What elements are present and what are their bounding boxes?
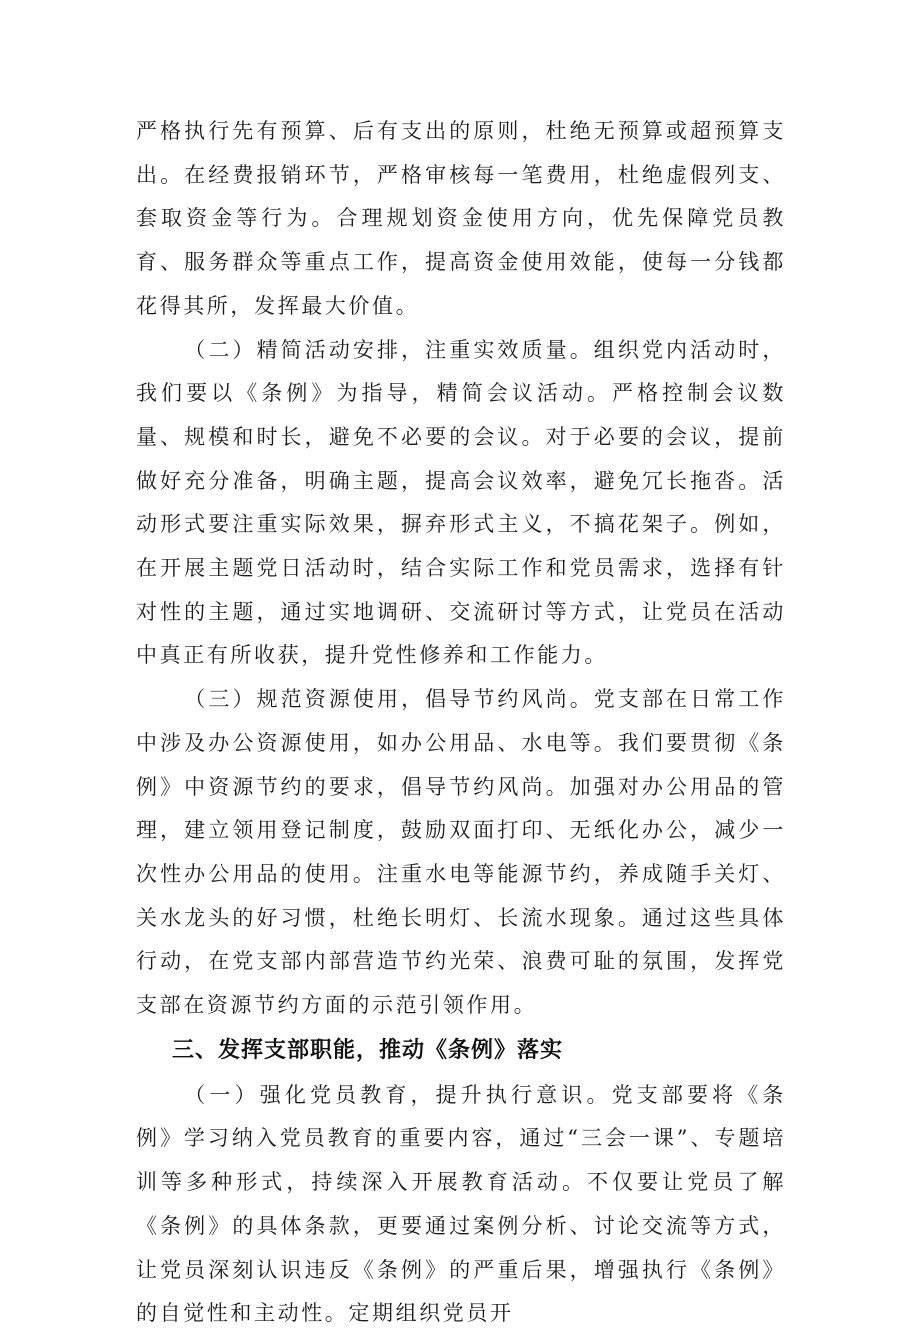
section-heading: 三、发挥支部职能，推动《条例》落实 (172, 1037, 564, 1063)
paragraph-member-education: （一）强化党员教育，提升执行意识。党支部要将《条例》学习纳入党员教育的重要内容，通过“三会一课”、专题培训等多种形式，持续深入开展教育活动。不仅要让党员了解《条例》的具体条款，更要通过案例分析、讨论交流等方式，让党员深刻认识违反《条例》的严重后果，增强执行《条例》的自觉性和主动性。定期组织党员开 (136, 1082, 786, 1326)
paragraph-resource-usage: （三）规范资源使用，倡导节约风尚。党支部在日常工作中涉及办公资源使用，如办公用品、水电等。我们要贯彻《条例》中资源节约的要求，倡导节约风尚。加强对办公用品的管理，建立领用登记制度，鼓励双面打印、无纸化办公，减少一次性办公用品的使用。注重水电等能源节约，养成随手关灯、关水龙头的好习惯，杜绝长明灯、长流水现象。通过这些具体行动，在党支部内部营造节约光荣、浪费可耻的氛围，发挥党支部在资源节约方面的示范引领作用。 (136, 687, 786, 1018)
paragraph-streamline-activities: （二）精简活动安排，注重实效质量。组织党内活动时，我们要以《条例》为指导，精简会议活动。严格控制会议数量、规模和时长，避免不必要的会议。对于必要的会议，提前做好充分准备，明确主题，提高会议效率，避免冗长拖沓。活动形式要注重实际效果，摒弃形式主义，不搞花架子。例如，在开展主题党日活动时，结合实际工作和党员需求，选择有针对性的主题，通过实地调研、交流研讨等方式，让党员在活动中真正有所收获，提升党性修养和工作能力。 (136, 337, 786, 668)
paragraph-budget-principle: 严格执行先有预算、后有支出的原则，杜绝无预算或超预算支出。在经费报销环节，严格审核每一笔费用，杜绝虚假列支、套取资金等行为。合理规划资金使用方向，优先保障党员教育、服务群众等重点工作，提高资金使用效能，使每一分钱都花得其所，发挥最大价值。 (136, 119, 786, 318)
document-body (136, 110, 786, 1336)
